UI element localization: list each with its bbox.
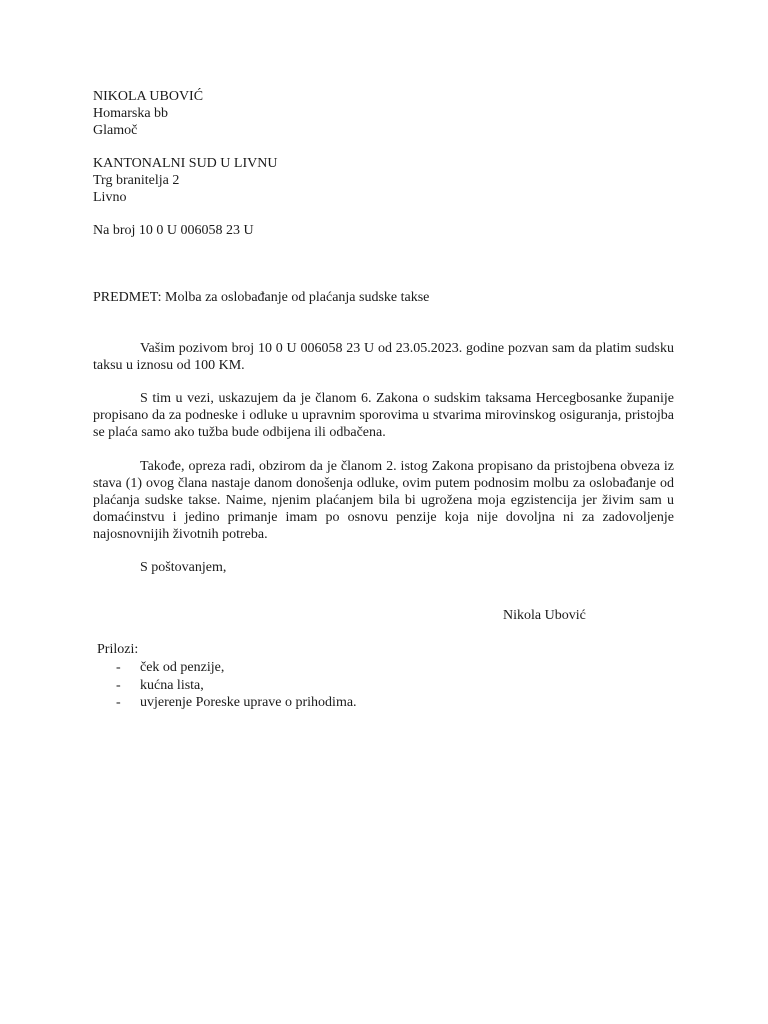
sender-street: Homarska bb (93, 106, 169, 121)
attachment-text: kućna lista, (140, 677, 204, 693)
sender-name: NIKOLA UBOVIĆ (93, 89, 204, 104)
reference-number: Na broj 10 0 U 006058 23 U (93, 223, 254, 238)
recipient-street: Trg branitelja 2 (93, 173, 180, 188)
body-paragraph-2: S tim u vezi, uskazujem da je članom 6. Zakona o sudskim taksama Hercegbosanke županije propisano da za podneske i odluke u upravnim sporovima u stvarima mirovinskog osiguranja, pristojba se plaća samo ako tužba bude odbijena ili odbačena. (93, 391, 674, 440)
body-paragraph-1: Vašim pozivom broj 10 0 U 006058 23 U od 23.05.2023. godine pozvan sam da platim sudsku taksu u iznosu od 100 KM. (93, 341, 674, 373)
list-dash: - (116, 660, 121, 675)
attachment-text: ček od penzije, (140, 660, 225, 675)
recipient-city: Livno (93, 190, 127, 205)
attachments-label: Prilozi: (97, 642, 139, 657)
signature-name: Nikola Ubović (503, 608, 586, 623)
recipient-name: KANTONALNI SUD U LIVNU (93, 156, 278, 171)
list-dash: - (116, 695, 121, 710)
subject-line: PREDMET: Molba za oslobađanje od plaćanja sudske takse (93, 290, 430, 305)
attachment-text: uvjerenje Poreske uprave o prihodima. (140, 695, 357, 710)
sender-city: Glamoč (93, 123, 138, 138)
closing-salutation: S poštovanjem, (140, 560, 227, 575)
list-dash: - (116, 677, 121, 693)
body-paragraph-3: Takođe, opreza radi, obzirom da je članom 2. istog Zakona propisano da pristojbena obveza iz stava (1) ovog člana nastaje danom donošenja odluke, ovim putem podnosim molbu za oslobađanje od plaćanja sudske takse. Naime, njenim plaćanjem bila bi ugrožena moja egzistencija jer živim sam u domaćinstvu i jedino primanje imam po osnovu penzije koja nije dovoljna ni za zadovoljenje najosnovnijih životnih potreba. (93, 459, 674, 542)
